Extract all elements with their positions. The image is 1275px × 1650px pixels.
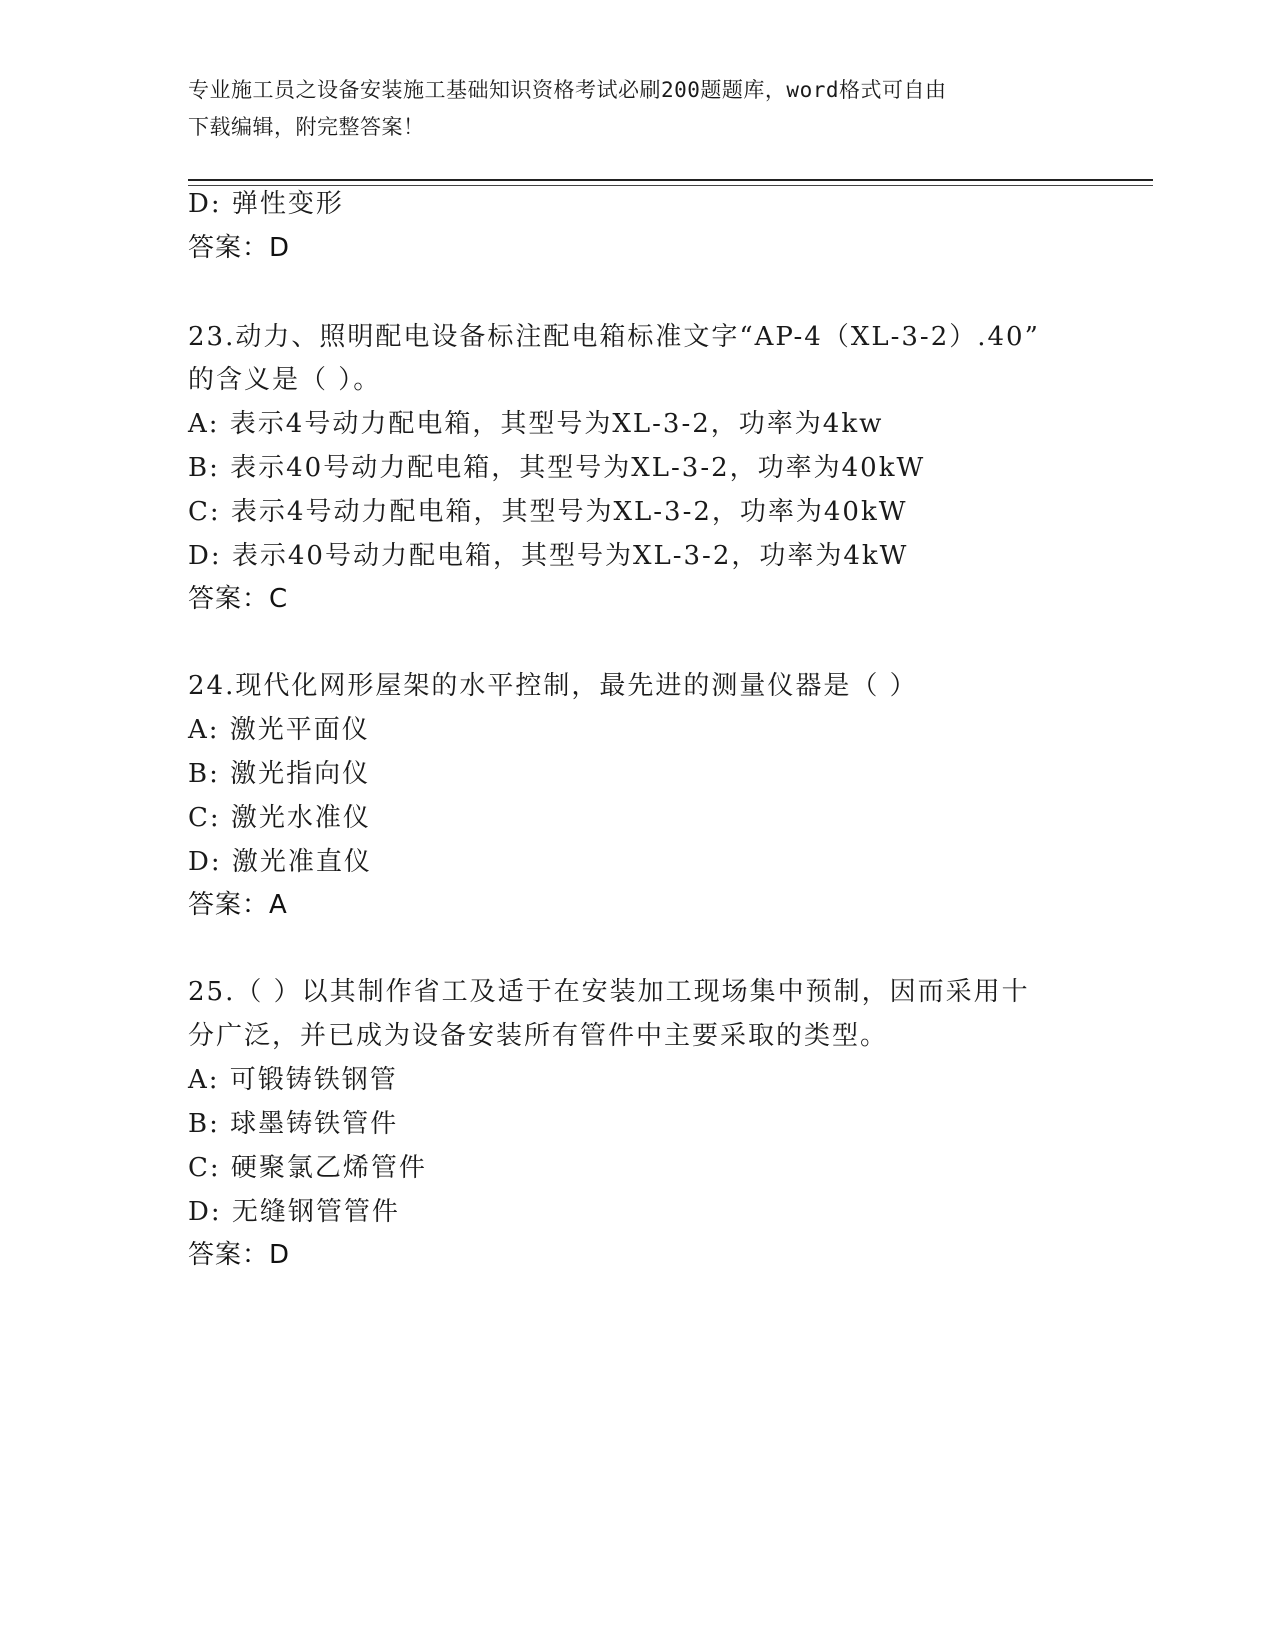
q24-answer: 答案：A — [188, 890, 288, 920]
q23-stem-line-2: 的含义是（ ）。 — [188, 365, 382, 395]
q25-option-b: B: 球墨铸铁管件 — [188, 1109, 399, 1139]
header-title-line-1: 专业施工员之设备安装施工基础知识资格考试必刷200题题库，word格式可自由 — [188, 78, 947, 102]
header-rule-thin — [188, 185, 1153, 186]
q25-stem-line-2: 分广泛，并已成为设备安装所有管件中主要采取的类型。 — [188, 1021, 889, 1051]
header-rule-thick — [188, 179, 1153, 181]
q25-option-a: A: 可锻铸铁钢管 — [188, 1065, 398, 1095]
document-header — [188, 72, 1078, 146]
q23-option-a: A: 表示4号动力配电箱，其型号为XL-3-2，功率为4kw — [188, 409, 884, 439]
q23-option-c: C: 表示4号动力配电箱，其型号为XL-3-2，功率为40kW — [188, 497, 908, 527]
q25-stem-line-1: 25.（ ）以其制作省工及适于在安装加工现场集中预制，因而采用十 — [188, 977, 1030, 1007]
q24-option-d: D: 激光准直仪 — [188, 847, 372, 877]
q24-stem-line-1: 24.现代化网形屋架的水平控制，最先进的测量仪器是（ ） — [188, 671, 918, 701]
q23-stem-line-1: 23.动力、照明配电设备标注配电箱标准文字“AP-4（XL-3-2）.40” — [188, 322, 1040, 352]
q24-option-a: A: 激光平面仪 — [188, 715, 370, 745]
q25-answer: 答案：D — [188, 1240, 291, 1270]
q23-option-d: D: 表示40号动力配电箱，其型号为XL-3-2，功率为4kW — [188, 541, 909, 571]
q24-option-b: B: 激光指向仪 — [188, 759, 371, 789]
q24-option-c: C: 激光水准仪 — [188, 803, 371, 833]
q23-option-b: B: 表示40号动力配电箱，其型号为XL-3-2，功率为40kW — [188, 453, 926, 483]
q25-option-c: C: 硬聚氯乙烯管件 — [188, 1153, 427, 1183]
q25-option-d: D: 无缝钢管管件 — [188, 1197, 400, 1227]
q23-answer: 答案：C — [188, 584, 289, 614]
prev-question-option-d: D: 弹性变形 — [188, 189, 344, 219]
prev-question-answer: 答案：D — [188, 233, 291, 263]
header-title-line-2: 下载编辑，附完整答案！ — [188, 115, 425, 139]
